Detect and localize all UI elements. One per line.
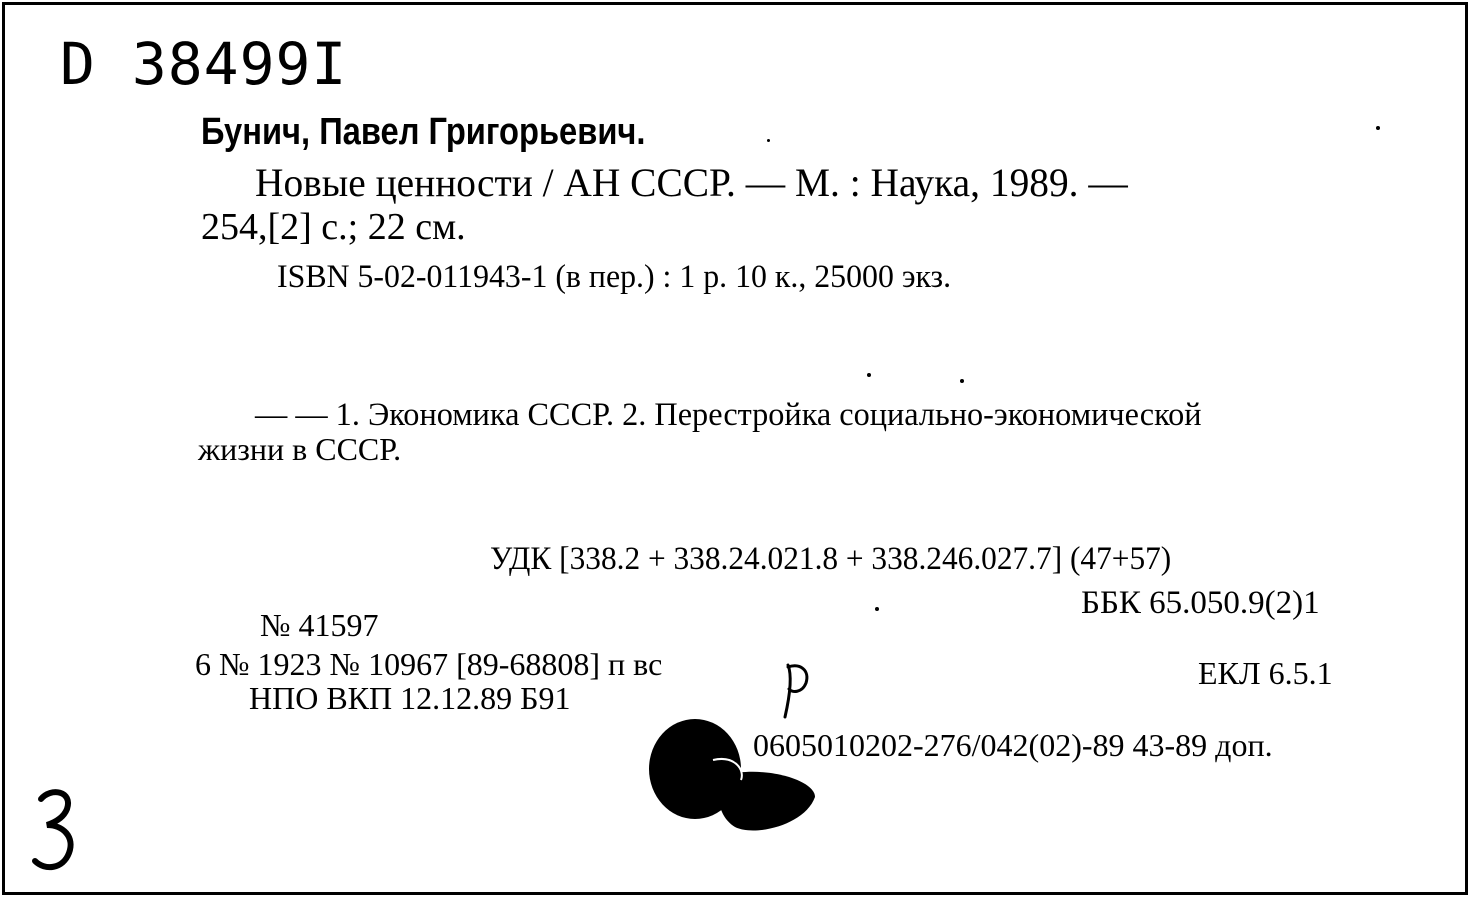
speck [1376,126,1380,130]
subjects-line: — — 1. Экономика СССР. 2. Перестройка социально-экономической [255,397,1202,433]
extent-line: 254,[2] с.; 22 см. [201,206,466,248]
subjects-line-continued: жизни в СССР. [198,431,402,467]
call-number: D 38499I [60,30,348,98]
ink-stamp-blot [645,715,825,845]
catalog-card [2,2,1468,895]
ekl-code: ЕКЛ 6.5.1 [1198,655,1333,691]
handwritten-numeral [29,785,89,880]
author-heading: Бунич, Павел Григорьевич. [201,111,646,153]
bbk-line: ББК 65.050.9(2)1 [1081,585,1320,621]
price-code-line: 0605010202-276/042(02)-89 43-89 доп. [753,727,1273,763]
speck [960,379,964,383]
print-order-line: 6 № 1923 № 10967 [89-68808] п вс [195,646,663,682]
udc-line: УДК [338.2 + 338.24.021.8 + 338.246.027.7] (47+57) [490,541,1172,577]
speck [875,607,879,611]
title-line: Новые ценности / АН СССР. — М. : Наука, 1989. — [255,160,1128,205]
isbn-line: ISBN 5-02-011943-1 (в пер.) : 1 р. 10 к., 25000 экз. [277,259,952,295]
speck [867,373,871,377]
printer-line: НПО ВКП 12.12.89 Б91 [249,680,571,716]
speck [767,139,770,142]
card-number: № 41597 [260,607,379,643]
